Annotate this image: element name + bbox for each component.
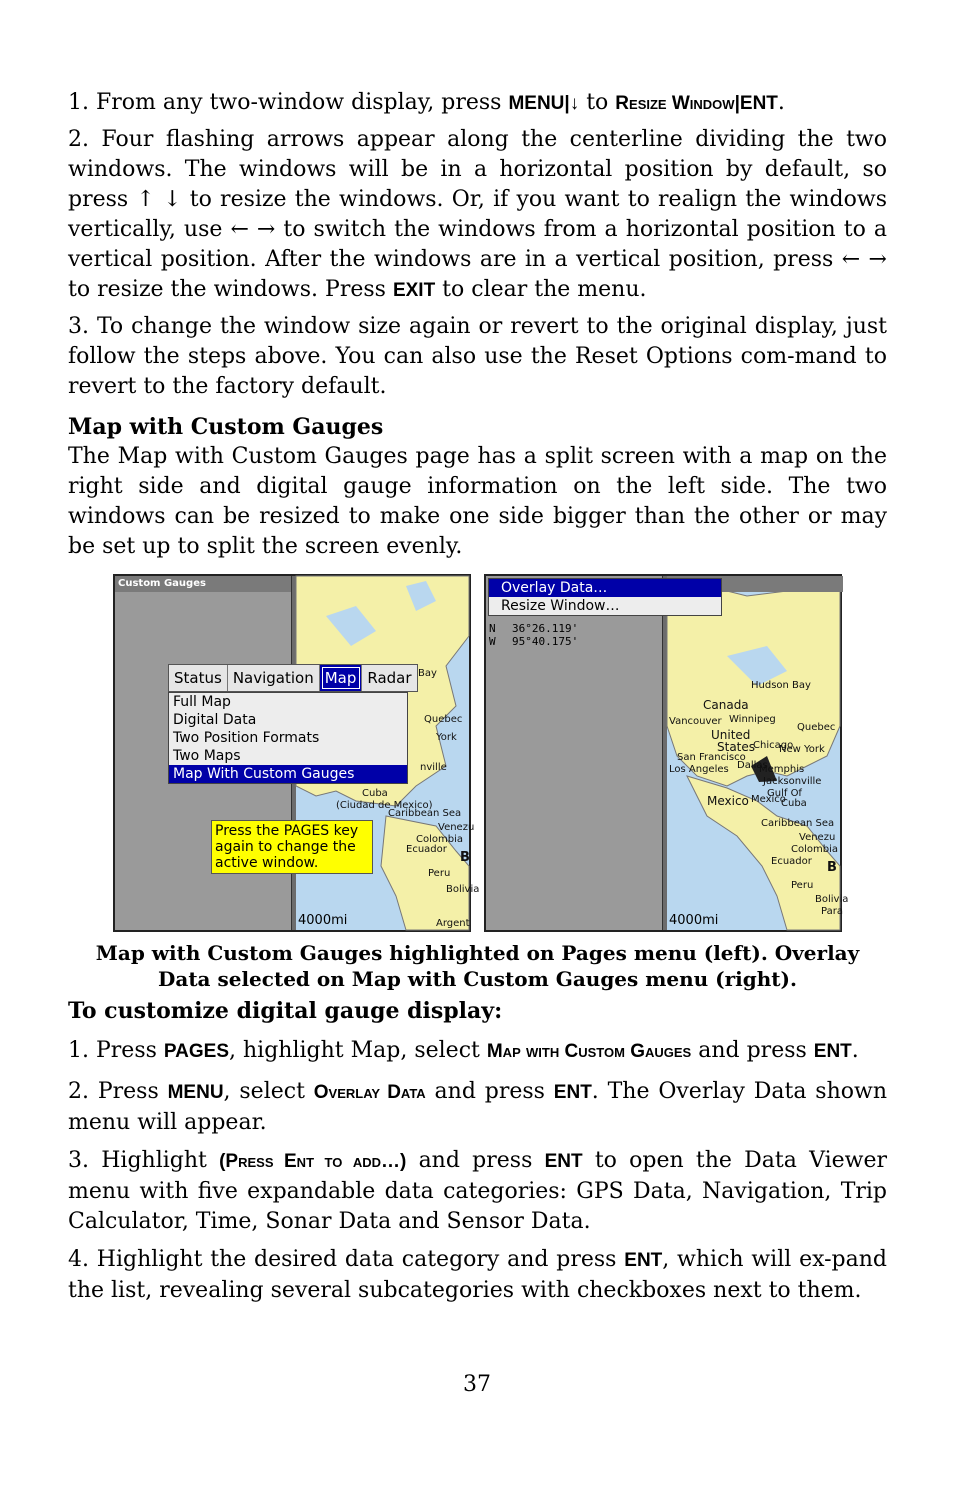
section-heading: Map with Custom Gauges — [68, 414, 384, 440]
menu-item-two-maps[interactable]: Two Maps — [173, 748, 241, 764]
pages-tabs[interactable] — [168, 664, 418, 692]
step-2: 2. Four flashing arrows appear along the centerline dividing the two windows. The windows will be in a horizontal position by default, so press ↑ ↓ to resize the windows. Or, if you want to realign the windows vertically, use ← → to switch the windows from a horizontal position to a vertical position. After the windows are in a vertical position, press ← → to resize the windows. Press EXIT to clear the menu. — [68, 127, 887, 302]
page-number: 37 — [463, 1372, 491, 1397]
pane-title: Custom Gauges — [115, 576, 291, 592]
tab-status[interactable]: Status — [169, 665, 228, 691]
customize-step-2: 2. Press MENU, select Overlay Data and press ENT. The Overlay Data shown menu will appear. — [68, 1079, 888, 1135]
ent-key: ENT — [739, 93, 778, 114]
menu-item-two-position-formats[interactable]: Two Position Formats — [173, 730, 320, 746]
left-screenshot — [113, 574, 480, 932]
menu-key: MENU|↓ — [508, 93, 580, 114]
ent-key: ENT — [544, 1151, 583, 1172]
ent-key: ENT — [813, 1041, 852, 1062]
figure-caption: Map with Custom Gauges highlighted on Pages menu (left). Overlay Data selected on Map with Custom Gauges menu (right). — [95, 941, 860, 991]
map-pane: Bay Quebec York nville Cuba (Ciudad de Mexico) Caribbean Sea Venezu Colombia Ecuador Peru B Bolivia Argent 4000mi — [296, 576, 469, 930]
gauges-pane: N 36°26.119' W 95°40.175' — [486, 576, 662, 930]
tab-navigation[interactable]: Navigation — [228, 665, 320, 691]
menu-item-full-map[interactable]: Full Map — [173, 694, 231, 710]
menu-item-map-with-custom-gauges[interactable]: Map With Custom Gauges — [169, 765, 407, 783]
overlay-menu[interactable] — [488, 578, 722, 616]
page-content — [68, 88, 887, 1306]
tab-radar[interactable]: Radar — [367, 669, 412, 687]
menu-item-digital-data[interactable]: Digital Data — [173, 712, 257, 728]
tab-map[interactable]: Map — [320, 665, 363, 691]
pages-key: PAGES — [163, 1041, 230, 1062]
menu-item-overlay-data[interactable]: Overlay Data… — [489, 579, 721, 597]
exit-key: EXIT — [392, 280, 436, 301]
ent-key: ENT — [553, 1082, 592, 1103]
figure — [68, 574, 887, 936]
map-scale: 4000mi — [669, 913, 719, 928]
map-scale: 4000mi — [298, 913, 348, 928]
map-pages-menu[interactable] — [168, 692, 408, 784]
customize-step-4: 4. Highlight the desired data category and press ENT, which will ex-pand the list, revealing several subcategories with checkboxes next to them. — [68, 1247, 887, 1303]
right-screenshot — [484, 574, 849, 932]
ent-key: ENT — [624, 1250, 663, 1271]
step-3: 3. To change the window size again or revert to the original display, just follow the steps above. You can also use the Reset Options com-mand to revert to the factory default. — [68, 314, 887, 399]
latitude-value: 36°26.119' — [512, 622, 579, 635]
menu-key: MENU — [167, 1082, 224, 1103]
customize-step-3: 3. Highlight (Press Ent to add…) and press ENT to open the Data Viewer menu with five expandable data categories: GPS Data, Navigation, Trip Calculator, Time, Sonar Data and Sensor Data. — [68, 1148, 887, 1234]
customize-step-1: 1. Press PAGES, highlight Map, select Map with Custom Gauges and press ENT. — [68, 1038, 859, 1063]
overlay-data-command: Overlay Data — [313, 1082, 426, 1103]
map-pane: Hudson Bay Canada Vancouver Winnipeg Quebec United States Chicago New York San Francisco Los Angeles Dallas Memphis Jacksonville Gulf Of Mexico Mexico Cuba Caribbean Sea Venezu Colombia Ecuador Peru B Bolivia Para 4000mi — [667, 576, 840, 930]
section-body: The Map with Custom Gauges page has a split screen with a map on the right side and digital gauge information on the left side. The two windows can be resized to make one side bigger than the other or may be set up to split the screen evenly. — [68, 444, 887, 559]
resize-window-command: Resize Window — [615, 93, 735, 114]
help-tooltip: Press the PAGES key again to change the active window. — [211, 820, 373, 874]
map-with-custom-gauges-command: Map with Custom Gauges — [486, 1041, 692, 1062]
menu-item-resize-window[interactable]: Resize Window… — [501, 598, 620, 614]
customize-heading: To customize digital gauge display: — [68, 998, 503, 1024]
longitude-value: 95°40.175' — [512, 635, 579, 648]
press-ent-to-add-command: (Press Ent to add…) — [219, 1151, 407, 1172]
step-1: 1. From any two-window display, press MENU|↓ to Resize Window|ENT. — [68, 90, 785, 115]
